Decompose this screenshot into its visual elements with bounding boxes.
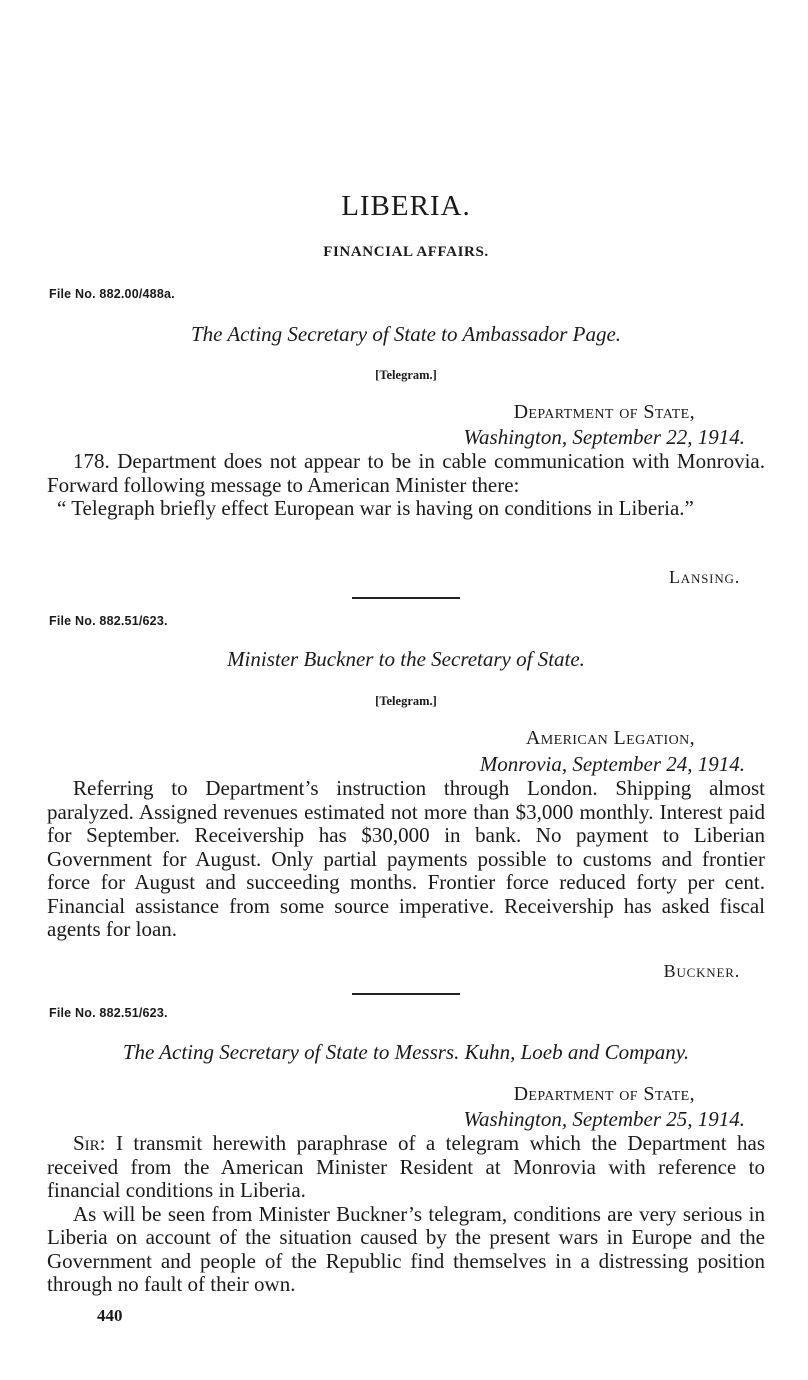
dateline: Monrovia, September 24, 1914.	[479, 752, 745, 776]
page-number: 440	[97, 1306, 123, 1325]
telegram-note: [Telegram.]	[375, 694, 437, 708]
dateline: Washington, September 25, 1914.	[463, 1107, 745, 1131]
salutation: Sir:	[73, 1131, 106, 1155]
dateline: Washington, September 22, 1914.	[463, 425, 745, 449]
section-divider	[352, 597, 460, 599]
body-paragraph: As will be seen from Minister Buckner’s telegram, conditions are very serious in Liberia on account of the situation caused by the present wars in Europe and the Government and people of the Republic find themselves in a distressing position through no fault of their own.	[47, 1201, 765, 1296]
entry-body	[47, 450, 765, 521]
file-number: File No. 882.51/623.	[49, 614, 168, 628]
telegram-note: [Telegram.]	[375, 368, 437, 382]
body-paragraph: 178. Department does not appear to be in cable communication with Monrovia. Forward following message to American Minister there:	[47, 449, 765, 497]
entry-heading: The Acting Secretary of State to Ambassador Page.	[190, 322, 622, 346]
file-number: File No. 882.00/488a.	[49, 287, 175, 301]
section-divider	[352, 993, 460, 995]
sender-office: Department of State,	[513, 1083, 695, 1105]
entry-body	[47, 777, 765, 942]
body-paragraph: Referring to Department’s instruction through London. Shipping almost paralyzed. Assigned revenues estimated not more than $3,000 monthly. Interest paid for September. Receivership has $30,000 in bank. No payment to Liberian Government for August. Only partial payments possible to customs and frontier force for August and succeeding months. Frontier force reduced forty per cent. Financial assistance from some source imperative. Receivership has asked fiscal agents for loan.	[47, 776, 765, 941]
section-subtitle: FINANCIAL AFFAIRS.	[323, 244, 489, 260]
sender-office: Department of State,	[513, 401, 695, 423]
body-paragraph: “ Telegraph briefly effect European war is having on conditions in Liberia.”	[57, 496, 694, 520]
file-number: File No. 882.51/623.	[49, 1006, 168, 1020]
body-paragraph-text: I transmit herewith paraphrase of a telegram which the Department has received from the American Minister Resident at Monrovia with reference to financial conditions in Liberia.	[47, 1131, 765, 1202]
sender-office: American Legation,	[525, 727, 695, 749]
page-title: LIBERIA.	[341, 190, 471, 222]
body-paragraph	[47, 1132, 765, 1203]
signature: Buckner.	[663, 961, 740, 981]
entry-heading: Minister Buckner to the Secretary of State.	[227, 647, 585, 671]
entry-body	[47, 1132, 765, 1297]
entry-heading: The Acting Secretary of State to Messrs. Kuhn, Loeb and Company.	[122, 1040, 690, 1064]
signature: Lansing.	[668, 567, 740, 587]
